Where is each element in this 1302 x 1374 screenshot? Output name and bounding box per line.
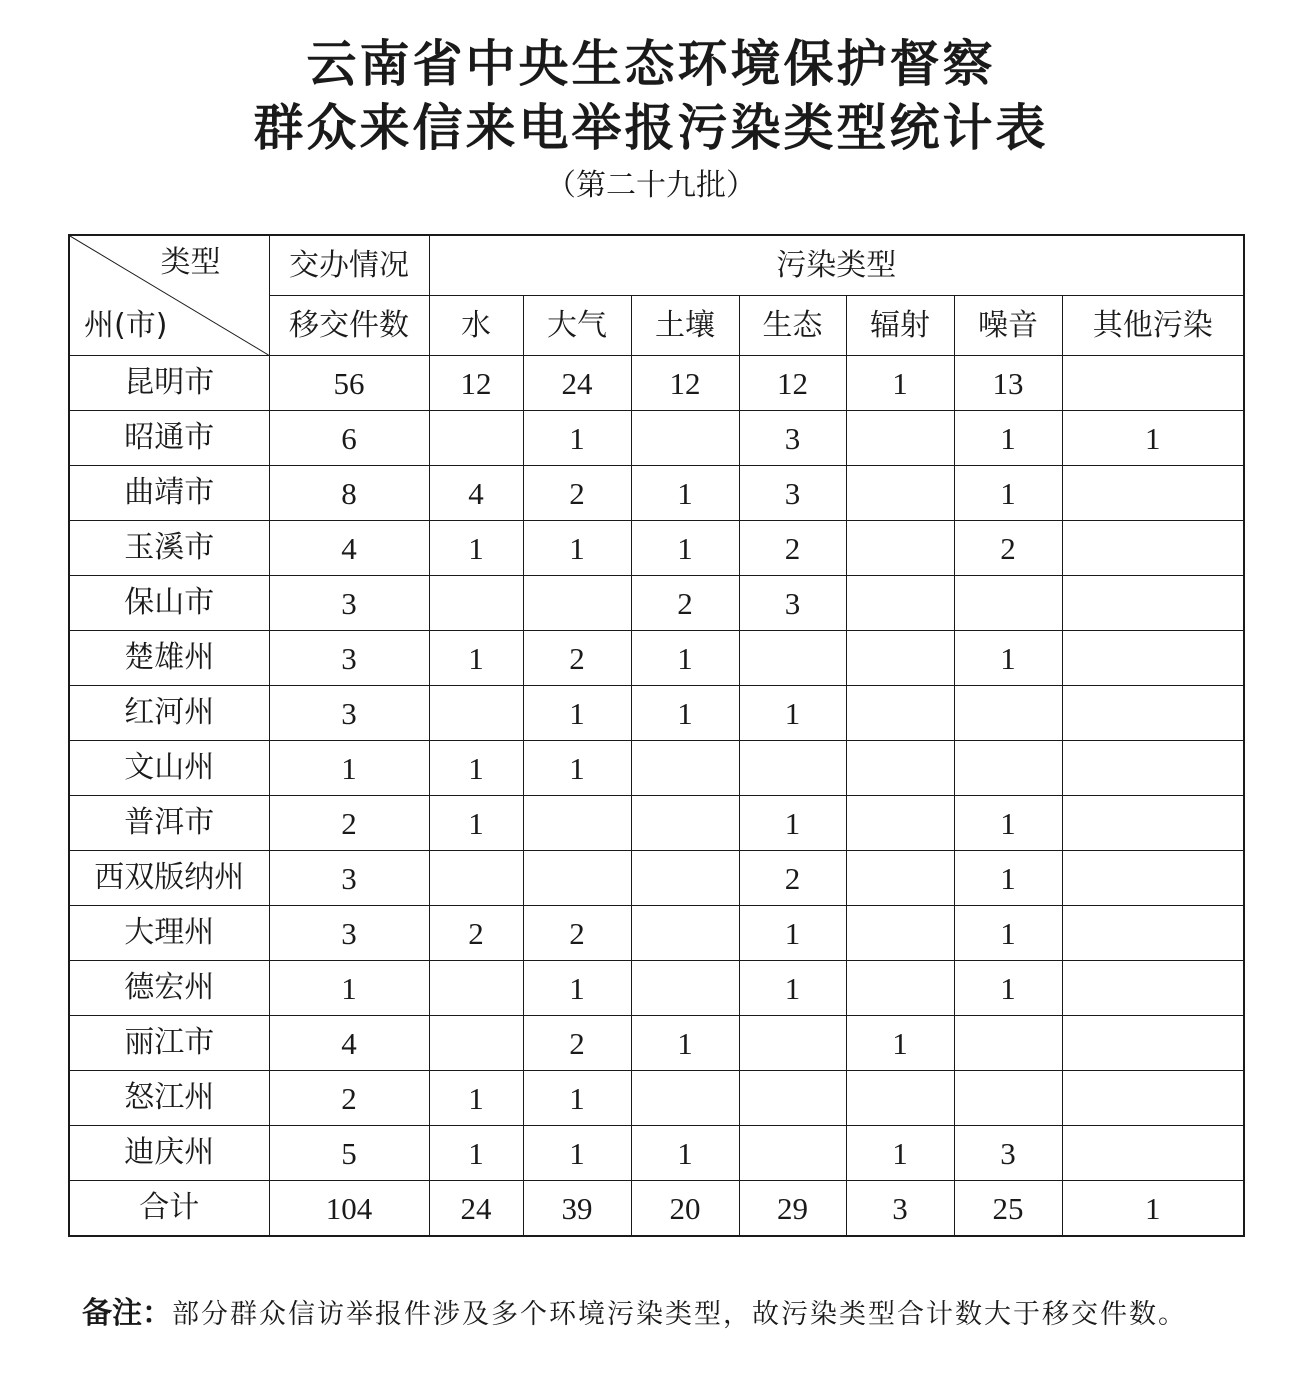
table-row [69,906,1244,961]
pollution-count-cell [1062,356,1244,411]
pollution-count-cell: 1 [846,1126,954,1181]
handover-count-cell: 4 [269,521,429,576]
pollution-count-cell [846,576,954,631]
pollution-count-cell: 2 [523,631,631,686]
region-cell: 玉溪市 [69,521,269,576]
pollution-count-cell: 1 [954,411,1062,466]
pollution-count-cell: 2 [523,466,631,521]
table-row [69,466,1244,521]
pollution-count-cell [429,411,523,466]
pollution-count-cell: 1 [954,851,1062,906]
pollution-type-header: 水 [429,296,523,356]
diagonal-header-cell [69,235,269,356]
pollution-count-cell: 1 [846,356,954,411]
pollution-group-header: 污染类型 [429,235,1244,296]
handover-count-cell: 3 [269,686,429,741]
pollution-count-cell [631,741,739,796]
pollution-count-cell [846,906,954,961]
pollution-count-cell [1062,1126,1244,1181]
pollution-count-cell [631,851,739,906]
pollution-count-cell: 1 [954,961,1062,1016]
pollution-count-cell [954,1071,1062,1126]
region-cell: 西双版纳州 [69,851,269,906]
region-cell: 迪庆州 [69,1126,269,1181]
pollution-count-cell [846,961,954,1016]
table-row [69,521,1244,576]
pollution-count-cell [954,686,1062,741]
pollution-count-cell: 1 [954,466,1062,521]
pollution-count-cell [739,1016,846,1071]
footnote-label: 备注： [82,1296,172,1331]
pollution-type-header: 其他污染 [1062,296,1244,356]
pollution-count-cell: 1 [429,631,523,686]
pollution-count-cell [1062,631,1244,686]
pollution-count-cell [846,521,954,576]
pollution-count-cell: 24 [523,356,631,411]
pollution-count-cell: 1 [523,411,631,466]
pollution-count-cell: 2 [523,906,631,961]
pollution-count-cell [739,1126,846,1181]
diagonal-label-type: 类型 [160,245,221,280]
pollution-count-cell: 1 [739,796,846,851]
pollution-count-cell: 1 [954,906,1062,961]
handover-count-cell: 3 [269,851,429,906]
table-row [69,686,1244,741]
handover-count-cell: 5 [269,1126,429,1181]
pollution-count-cell: 2 [429,906,523,961]
pollution-count-cell: 2 [739,851,846,906]
header-row-1 [69,235,1244,296]
pollution-count-cell [1062,686,1244,741]
batch-subtitle: （第二十九批） [546,168,756,203]
region-cell: 昆明市 [69,356,269,411]
pollution-count-cell: 1 [954,631,1062,686]
handover-count-cell: 56 [269,356,429,411]
pollution-count-cell [429,851,523,906]
pollution-count-cell: 3 [739,411,846,466]
pollution-count-cell [1062,1071,1244,1126]
handover-group-header: 交办情况 [269,235,429,296]
pollution-count-cell: 12 [429,356,523,411]
pollution-count-cell [1062,466,1244,521]
handover-count-cell: 3 [269,906,429,961]
diagonal-label-region: 州(市) [84,308,168,343]
handover-count-cell: 3 [269,631,429,686]
handover-count-cell: 2 [269,1071,429,1126]
pollution-count-cell [1062,851,1244,906]
table-row [69,356,1244,411]
pollution-count-cell [846,741,954,796]
pollution-count-cell: 1 [429,796,523,851]
region-cell: 丽江市 [69,1016,269,1071]
pollution-count-cell [739,741,846,796]
pollution-count-cell [631,1071,739,1126]
pollution-count-cell [1062,576,1244,631]
pollution-count-cell [954,576,1062,631]
pollution-count-cell: 1 [631,521,739,576]
pollution-count-cell [846,796,954,851]
pollution-count-cell: 2 [739,521,846,576]
pollution-count-cell [523,576,631,631]
handover-count-cell: 3 [269,576,429,631]
pollution-count-cell: 2 [954,521,1062,576]
page-title-line2: 群众来信来电举报污染类型统计表 [253,99,1049,157]
handover-count-cell: 1 [269,741,429,796]
pollution-count-cell [1062,1016,1244,1071]
handover-count-header: 移交件数 [269,296,429,356]
pollution-count-cell: 3 [739,576,846,631]
pollution-type-header: 生态 [739,296,846,356]
pollution-count-cell: 1 [739,961,846,1016]
table-row [69,1126,1244,1181]
pollution-count-cell: 12 [739,356,846,411]
region-cell: 怒江州 [69,1071,269,1126]
pollution-count-cell: 12 [631,356,739,411]
pollution-count-cell: 1 [523,686,631,741]
pollution-count-cell: 1 [429,1126,523,1181]
handover-count-cell: 6 [269,411,429,466]
pollution-count-cell: 1 [429,1071,523,1126]
pollution-count-cell: 1 [523,741,631,796]
pollution-count-cell: 25 [954,1181,1062,1237]
pollution-count-cell: 1 [739,686,846,741]
region-cell: 保山市 [69,576,269,631]
region-cell: 曲靖市 [69,466,269,521]
pollution-count-cell [429,961,523,1016]
pollution-count-cell [846,686,954,741]
pollution-type-header: 土壤 [631,296,739,356]
pollution-count-cell [523,796,631,851]
handover-count-cell: 4 [269,1016,429,1071]
region-cell: 大理州 [69,906,269,961]
table-row [69,576,1244,631]
pollution-count-cell: 1 [631,466,739,521]
pollution-count-cell: 1 [631,1126,739,1181]
pollution-type-header: 大气 [523,296,631,356]
pollution-count-cell [846,466,954,521]
pollution-count-cell: 1 [1062,411,1244,466]
table-row [69,1016,1244,1071]
region-cell: 红河州 [69,686,269,741]
pollution-count-cell [429,576,523,631]
pollution-count-cell [1062,796,1244,851]
pollution-count-cell [954,1016,1062,1071]
pollution-count-cell: 2 [631,576,739,631]
pollution-count-cell: 1 [631,686,739,741]
pollution-count-cell: 3 [739,466,846,521]
pollution-count-cell: 4 [429,466,523,521]
pollution-count-cell [846,851,954,906]
pollution-count-cell [1062,961,1244,1016]
table-row [69,411,1244,466]
pollution-count-cell: 1 [954,796,1062,851]
pollution-count-cell: 13 [954,356,1062,411]
pollution-count-cell: 29 [739,1181,846,1237]
pollution-count-cell [739,1071,846,1126]
pollution-count-cell: 39 [523,1181,631,1237]
pollution-count-cell [631,796,739,851]
handover-count-cell: 1 [269,961,429,1016]
pollution-count-cell: 3 [846,1181,954,1237]
pollution-count-cell: 2 [523,1016,631,1071]
table-row [69,796,1244,851]
pollution-type-header: 噪音 [954,296,1062,356]
pollution-count-cell [846,411,954,466]
pollution-count-cell [954,741,1062,796]
pollution-count-cell: 1 [1062,1181,1244,1237]
pollution-count-cell [846,631,954,686]
table-row [69,741,1244,796]
pollution-count-cell: 1 [631,1016,739,1071]
pollution-count-cell [1062,521,1244,576]
pollution-count-cell [1062,906,1244,961]
table-row [69,1071,1244,1126]
pollution-count-cell: 1 [523,1071,631,1126]
footnote [82,1296,1187,1333]
pollution-count-cell [739,631,846,686]
handover-count-cell: 8 [269,466,429,521]
table-row [69,851,1244,906]
pollution-count-cell: 1 [523,961,631,1016]
page-title-line1: 云南省中央生态环境保护督察 [306,35,996,93]
pollution-count-cell [846,1071,954,1126]
handover-count-cell: 2 [269,796,429,851]
pollution-count-cell: 1 [429,521,523,576]
region-cell: 文山州 [69,741,269,796]
pollution-count-cell: 1 [631,631,739,686]
footnote-text: 部分群众信访举报件涉及多个环境污染类型，故污染类型合计数大于移交件数。 [172,1299,1187,1330]
pollution-count-cell [631,906,739,961]
region-cell: 合计 [69,1181,269,1237]
pollution-count-cell [429,686,523,741]
handover-count-cell: 104 [269,1181,429,1237]
pollution-count-cell [429,1016,523,1071]
region-cell: 楚雄州 [69,631,269,686]
pollution-count-cell: 1 [739,906,846,961]
pollution-count-cell: 20 [631,1181,739,1237]
pollution-count-cell: 1 [523,521,631,576]
statistics-table [68,234,1245,1237]
pollution-count-cell: 1 [429,741,523,796]
pollution-count-cell [523,851,631,906]
region-cell: 昭通市 [69,411,269,466]
total-row [69,1181,1244,1237]
pollution-count-cell [1062,741,1244,796]
pollution-count-cell [631,961,739,1016]
pollution-count-cell [631,411,739,466]
pollution-count-cell: 1 [846,1016,954,1071]
region-cell: 普洱市 [69,796,269,851]
region-cell: 德宏州 [69,961,269,1016]
pollution-count-cell: 24 [429,1181,523,1237]
table-row [69,961,1244,1016]
pollution-type-header: 辐射 [846,296,954,356]
table-row [69,631,1244,686]
pollution-count-cell: 1 [523,1126,631,1181]
pollution-count-cell: 3 [954,1126,1062,1181]
